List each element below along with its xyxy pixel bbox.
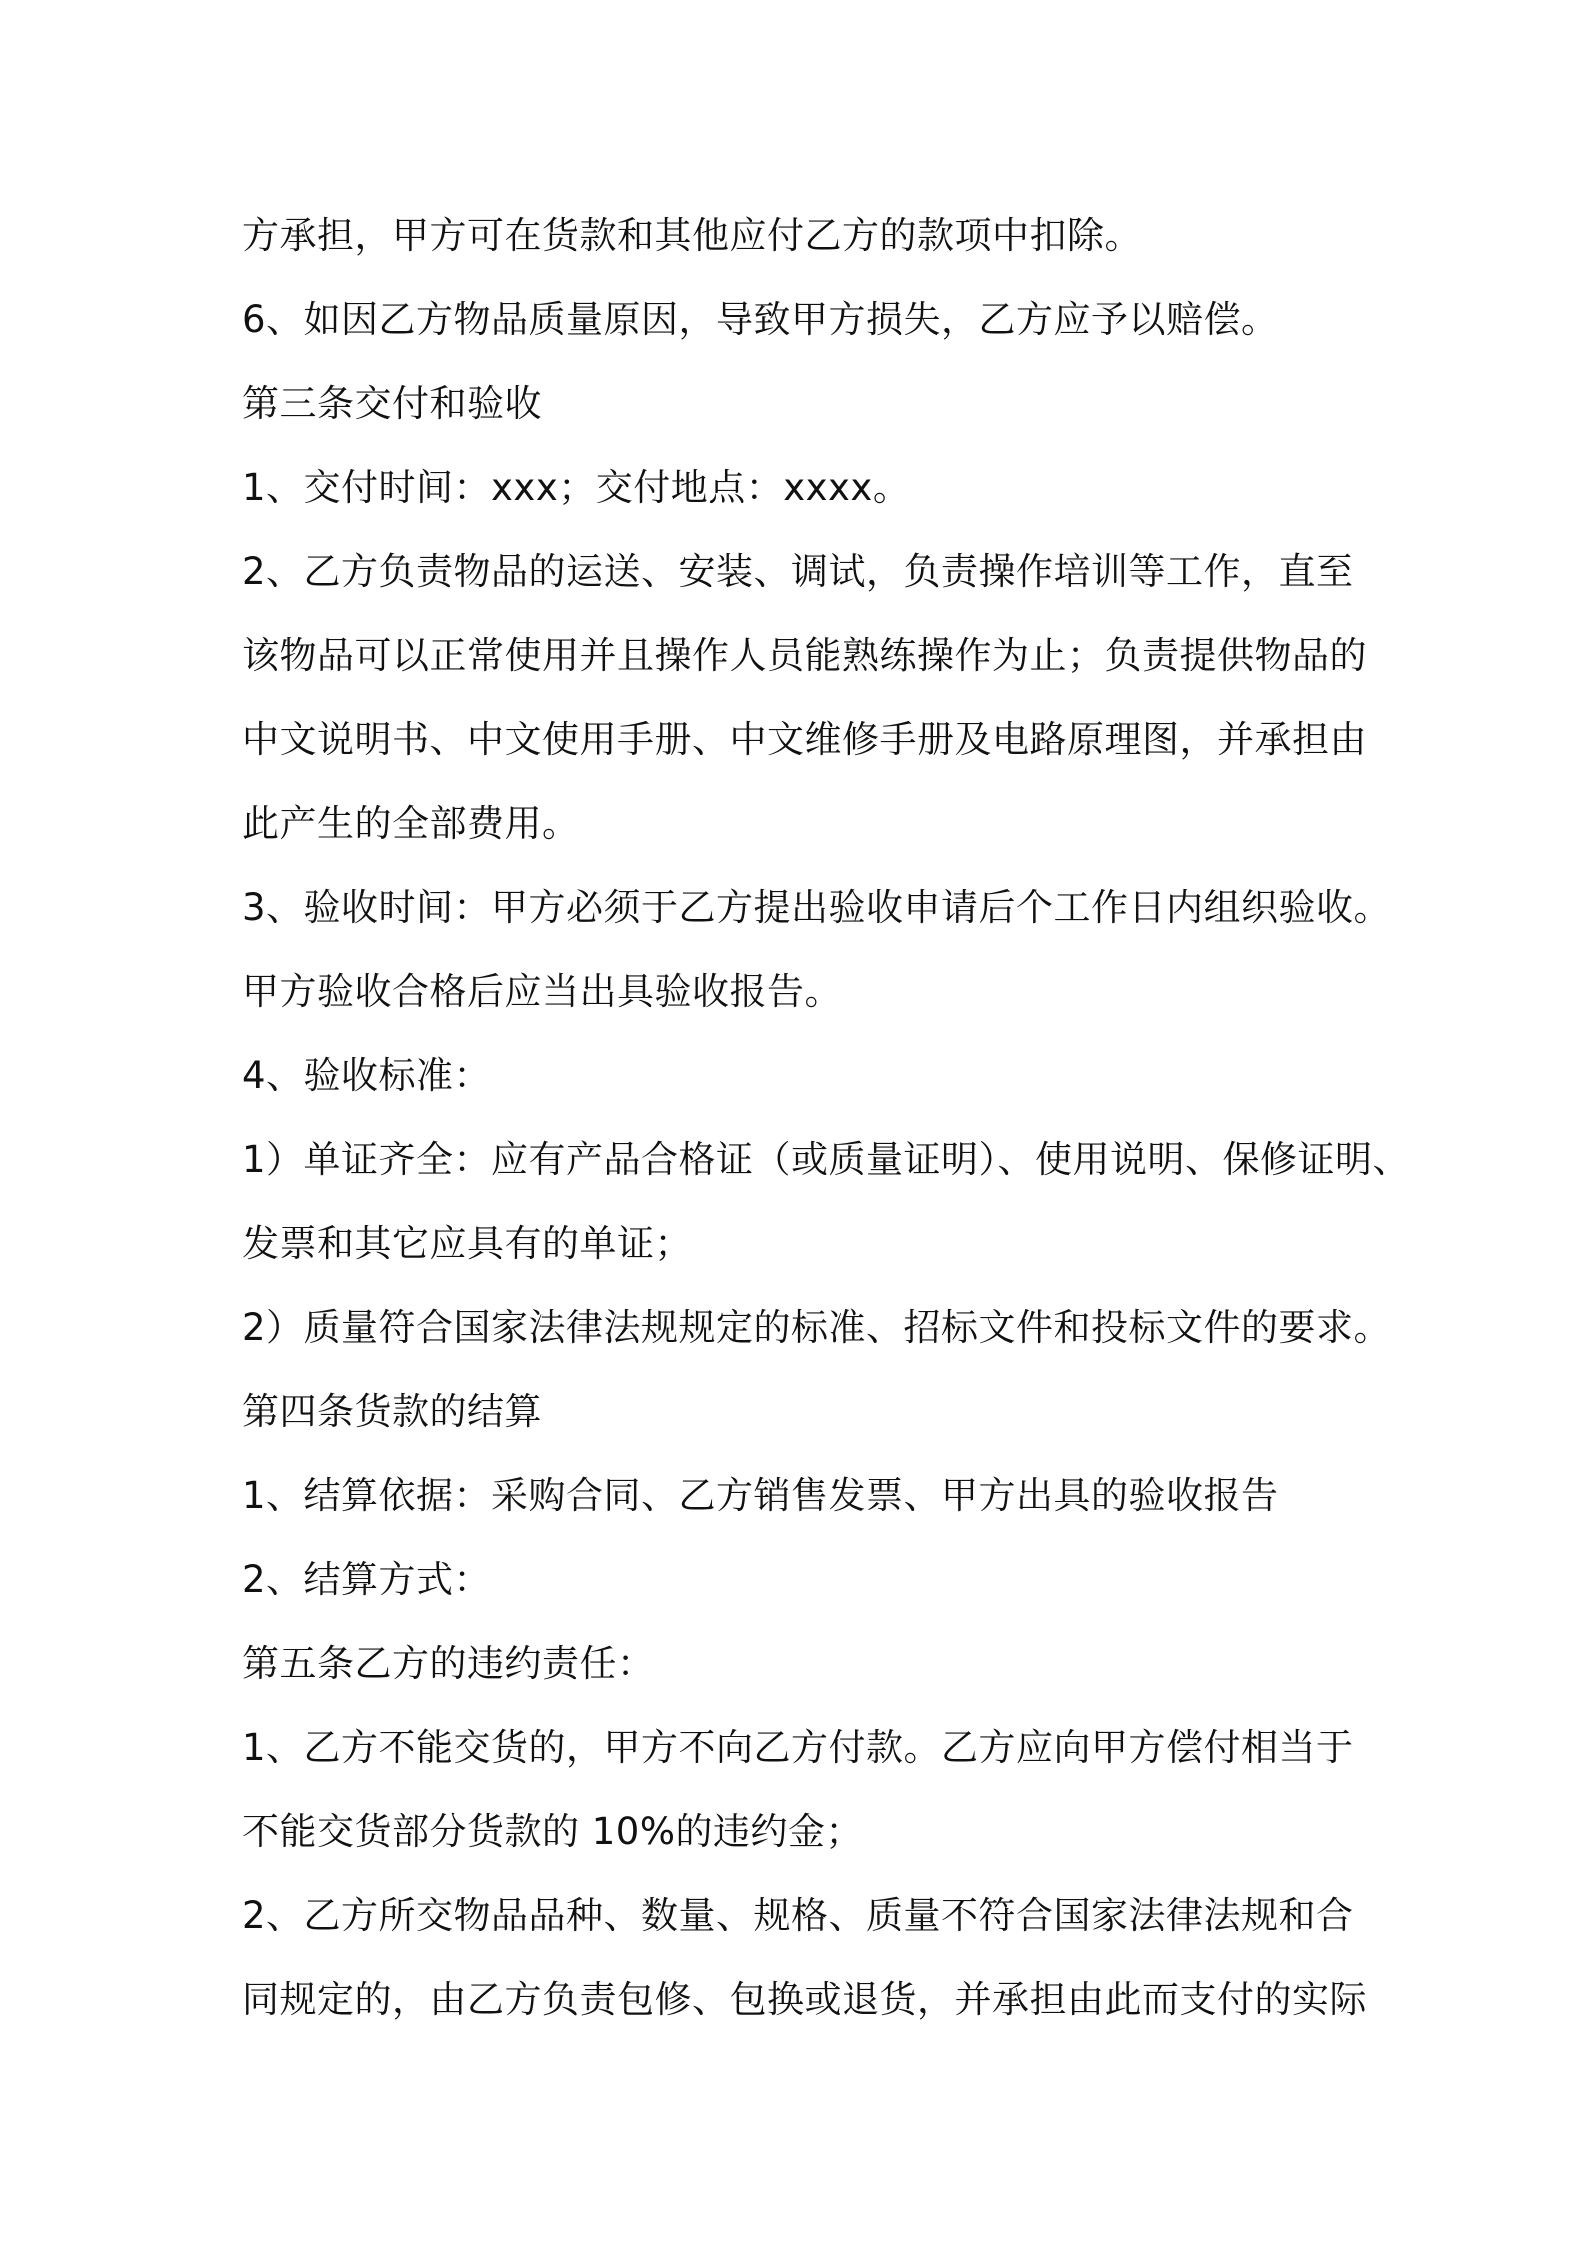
document-body <box>242 194 1411 2042</box>
paragraph-line: 此产生的全部费用。 <box>242 802 580 845</box>
paragraph-line: 中文说明书、中文使用手册、中文维修手册及电路原理图，并承担由 <box>242 718 1367 761</box>
paragraph-line: 1、交付时间：xxx；交付地点：xxxx。 <box>242 466 911 509</box>
paragraph-line: 1、乙方不能交货的，甲方不向乙方付款。乙方应向甲方偿付相当于 <box>242 1726 1354 1769</box>
paragraph-line: 2）质量符合国家法律法规规定的标准、招标文件和投标文件的要求。 <box>242 1306 1392 1349</box>
paragraph-line: 4、验收标准： <box>242 1054 492 1097</box>
section-heading: 第三条交付和验收 <box>242 382 542 425</box>
paragraph-line: 该物品可以正常使用并且操作人员能熟练操作为止；负责提供物品的 <box>242 634 1367 677</box>
paragraph-line: 甲方验收合格后应当出具验收报告。 <box>242 970 842 1013</box>
paragraph-line: 方承担，甲方可在货款和其他应付乙方的款项中扣除。 <box>242 214 1142 257</box>
paragraph-line: 2、结算方式： <box>242 1558 492 1601</box>
paragraph-line: 1）单证齐全：应有产品合格证（或质量证明）、使用说明、保修证明、 <box>242 1138 1411 1181</box>
paragraph-line: 3、验收时间：甲方必须于乙方提出验收申请后个工作日内组织验收。 <box>242 886 1392 929</box>
paragraph-line: 2、乙方负责物品的运送、安装、调试，负责操作培训等工作，直至 <box>242 550 1354 593</box>
paragraph-line: 不能交货部分货款的 10%的违约金； <box>242 1810 863 1853</box>
paragraph-line: 同规定的，由乙方负责包修、包换或退货，并承担由此而支付的实际 <box>242 1978 1367 2021</box>
paragraph-line: 6、如因乙方物品质量原因，导致甲方损失，乙方应予以赔偿。 <box>242 298 1279 341</box>
paragraph-line: 发票和其它应具有的单证； <box>242 1222 692 1265</box>
section-heading: 第五条乙方的违约责任： <box>242 1642 655 1685</box>
section-heading: 第四条货款的结算 <box>242 1390 542 1433</box>
paragraph-line: 2、乙方所交物品品种、数量、规格、质量不符合国家法律法规和合 <box>242 1894 1354 1937</box>
paragraph-line: 1、结算依据：采购合同、乙方销售发票、甲方出具的验收报告 <box>242 1474 1279 1517</box>
